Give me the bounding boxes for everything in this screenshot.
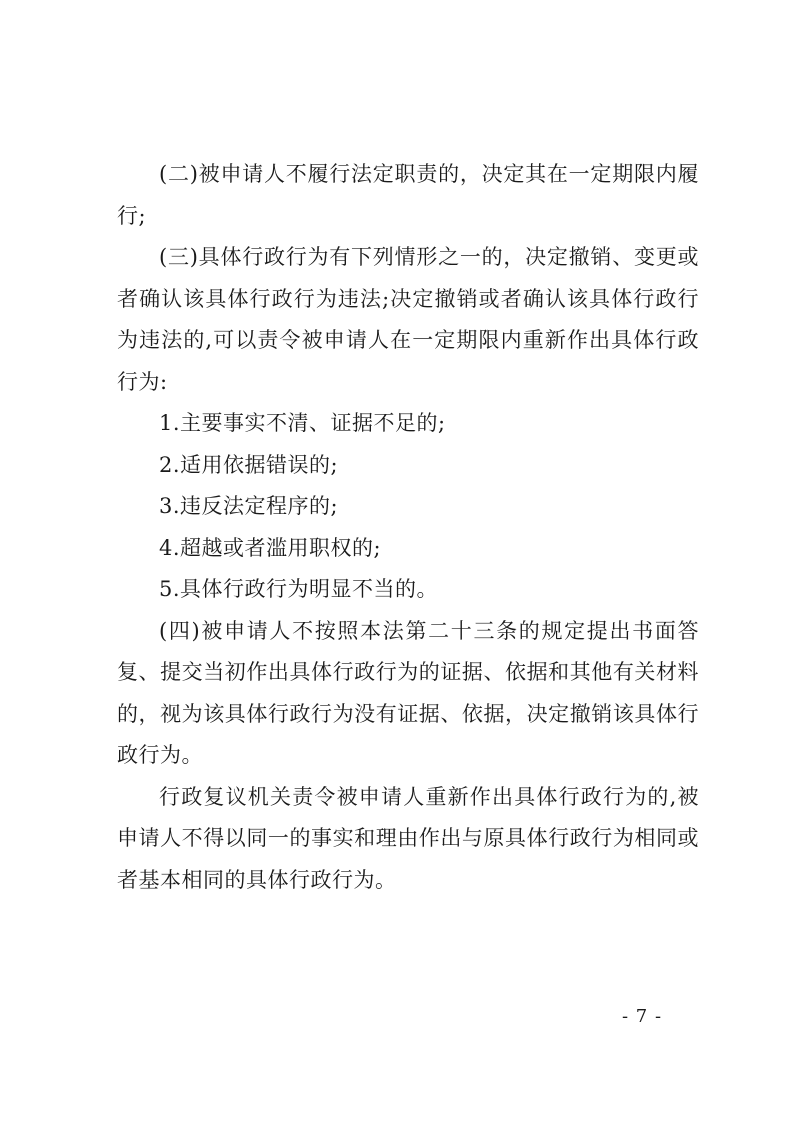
list-item-3: 3.违反法定程序的; [159,494,339,518]
list-item-1: 1.主要事实不清、证据不足的; [159,411,446,435]
paragraph-item-3: (三)具体行政行为有下列情形之一的，决定撤销、变更或者确认该具体行政行为违法;决定撤销或者确认该具体行政行为违法的,可以责令被申请人在一定期限内重新作出具体行政行为: [117,245,699,394]
document-body [117,154,699,901]
page-number: - 7 - [622,1006,663,1027]
list-item-4: 4.超越或者滥用职权的; [159,535,382,560]
closing-paragraph: 行政复议机关责令被申请人重新作出具体行政行为的,被申请人不得以同一的事实和理由作出与原具体行政行为相同或者基本相同的具体行政行为。 [117,784,699,892]
list-item-2: 2.适用依据错误的; [159,452,339,477]
paragraph-item-4: (四)被申请人不按照本法第二十三条的规定提出书面答复、提交当初作出具体行政行为的证据、依据和其他有关材料的，视为该具体行政行为没有证据、依据，决定撤销该具体行政行为。 [117,618,699,767]
list-item-5: 5.具体行政行为明显不当的。 [159,577,439,601]
paragraph-item-2: (二)被申请人不履行法定职责的，决定其在一定期限内履行; [117,162,699,228]
